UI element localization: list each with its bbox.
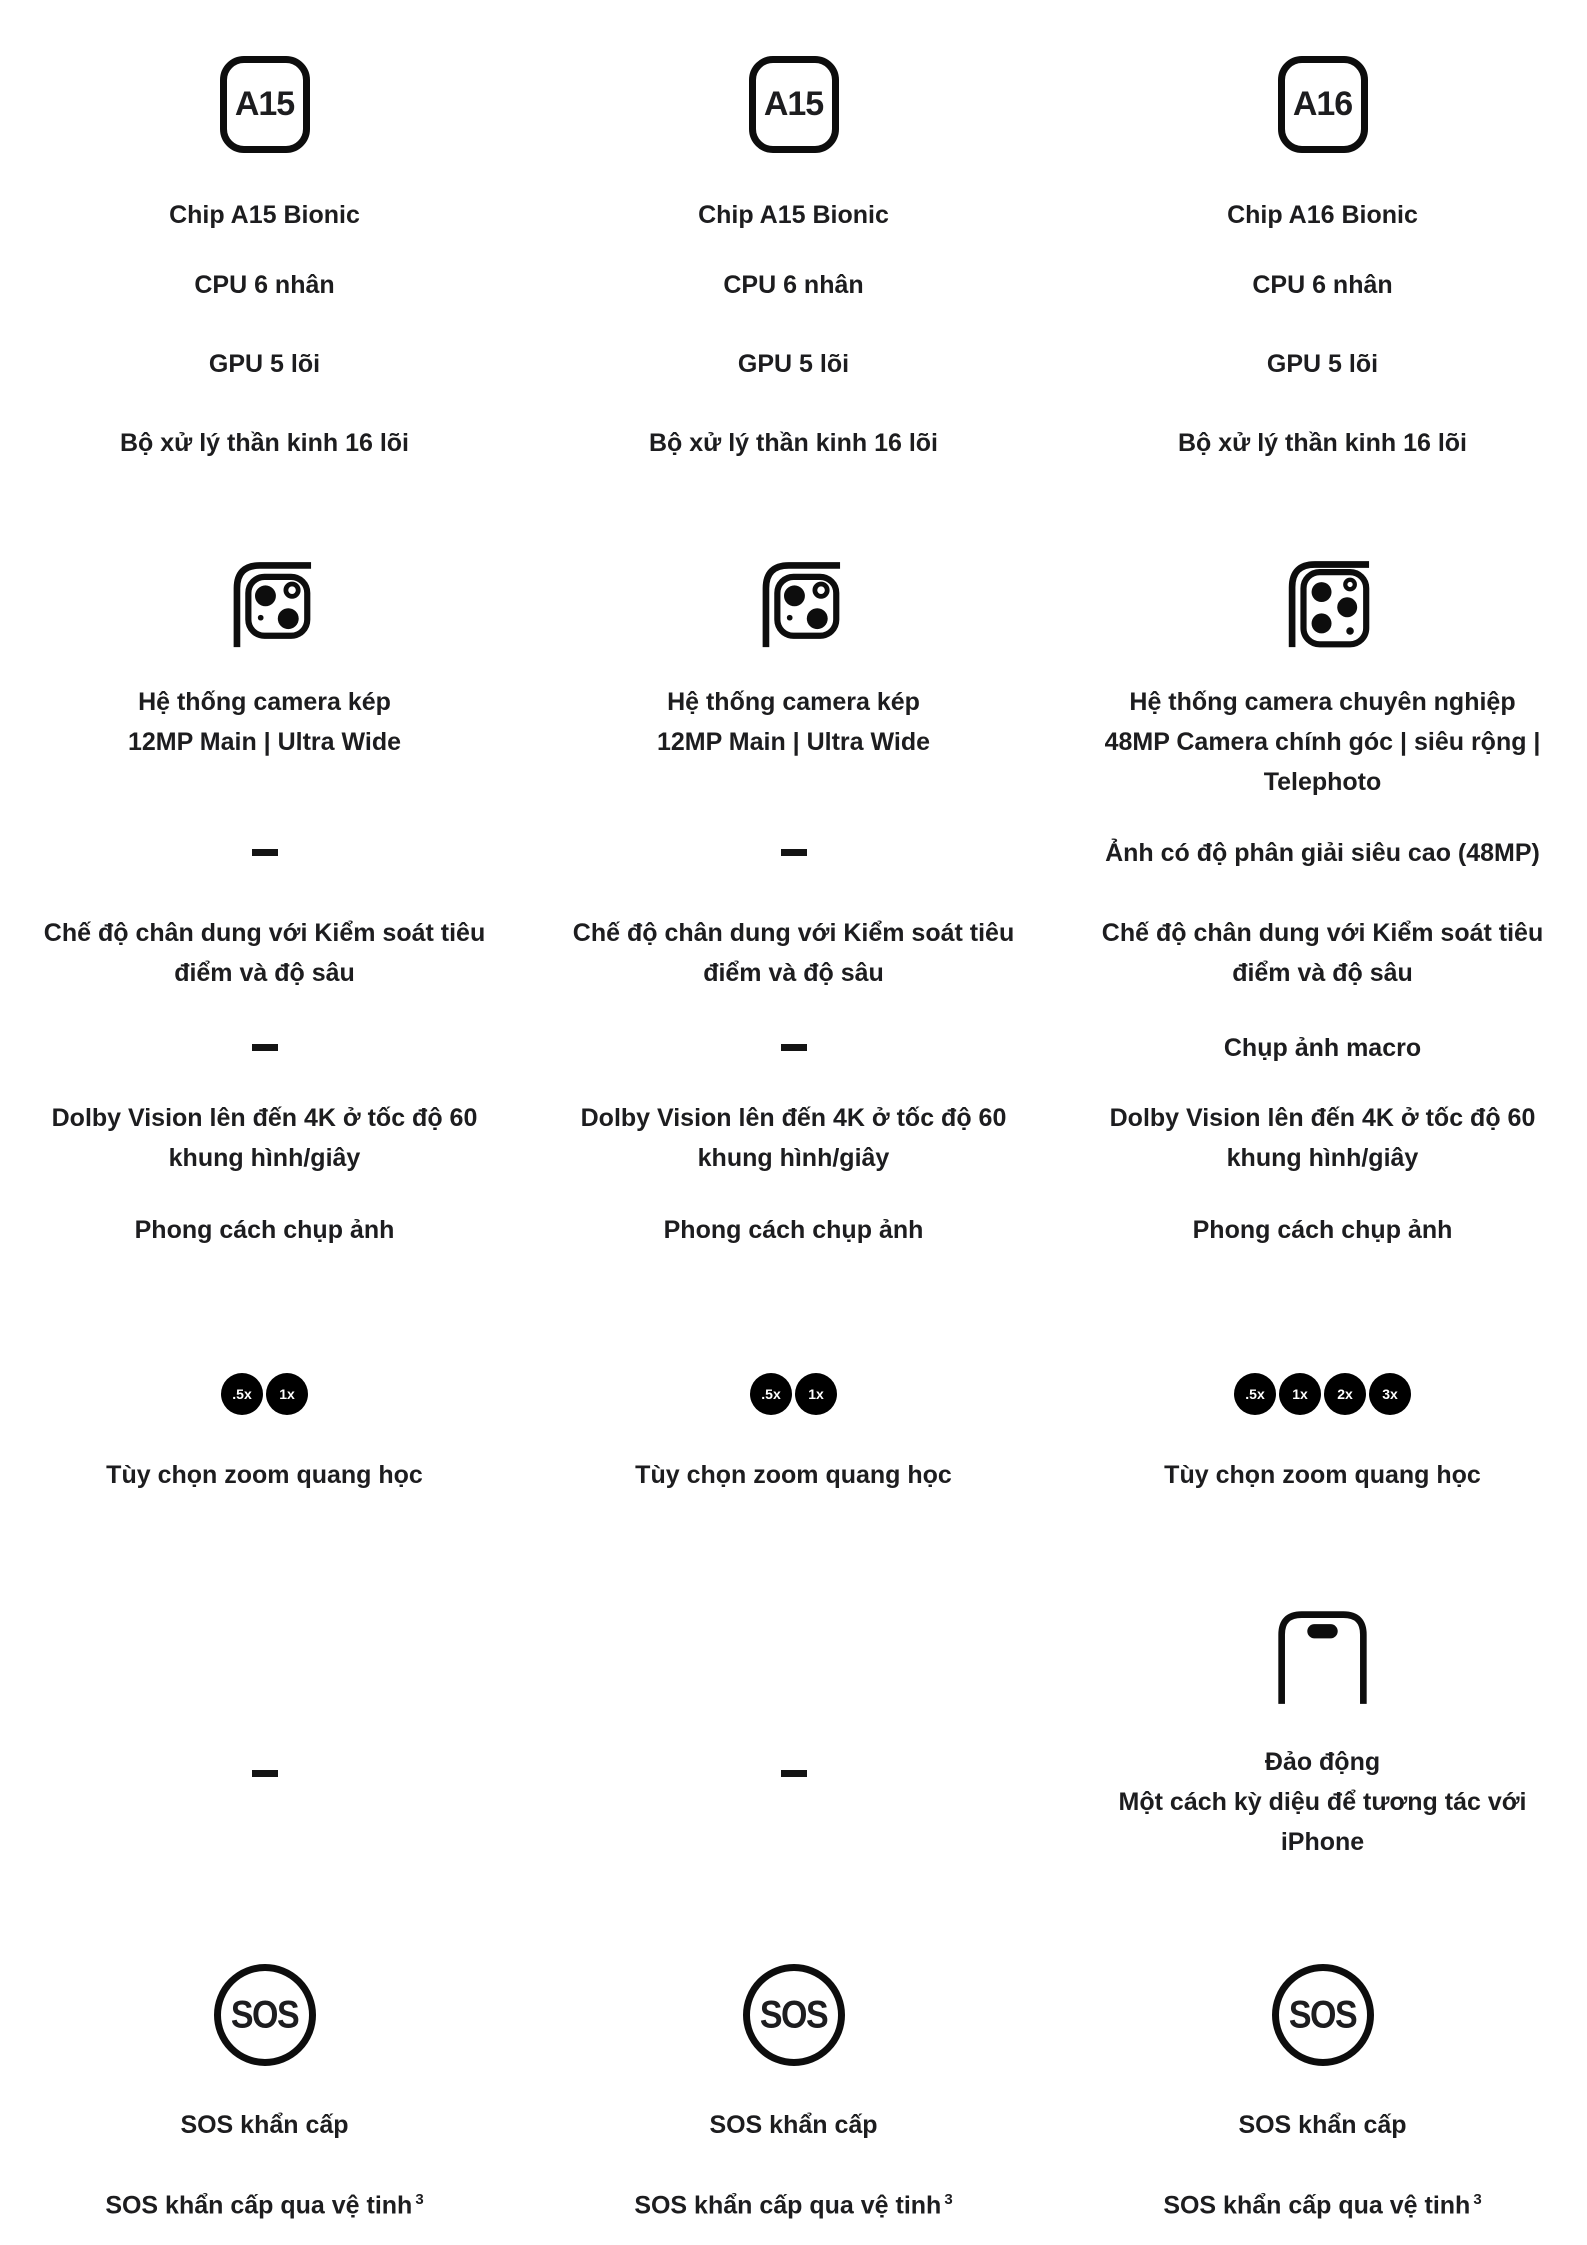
- cpu-spec: CPU 6 nhân: [723, 270, 864, 299]
- chip-icon-row: [0, 0, 1587, 185]
- photographic-styles-row: [0, 1190, 1587, 1270]
- photographic-styles-spec: Phong cách chụp ảnh: [134, 1216, 395, 1244]
- chip-name: Chip A15 Bionic: [169, 201, 360, 229]
- optical-zoom-icon-row: [0, 1270, 1587, 1440]
- macro-spec: Chụp ảnh macro: [1223, 1033, 1422, 1062]
- camera-system-title: Hệ thống camera kép: [138, 688, 391, 716]
- not-available-dash: [781, 1770, 807, 1777]
- portrait-mode-spec: Chế độ chân dung với Kiểm soát tiêu điểm và độ sâu: [1101, 918, 1544, 987]
- dual-camera-icon: [746, 555, 841, 650]
- dynamic-island-desc: Một cách kỳ diệu để tương tác với iPhone: [1118, 1788, 1527, 1856]
- neural-engine-spec: Bộ xử lý thần kinh 16 lõi: [1178, 428, 1467, 457]
- optical-zoom-icon: [1234, 1373, 1411, 1415]
- cpu-row: [0, 245, 1587, 324]
- a15-chip-icon: [220, 56, 310, 153]
- chip-badge-label: A15: [763, 85, 824, 123]
- neural-engine-spec: Bộ xử lý thần kinh 16 lõi: [120, 428, 409, 457]
- chip-badge-label: A16: [1292, 85, 1353, 123]
- gpu-spec: GPU 5 lõi: [737, 349, 850, 378]
- chip-icon-cell: [1058, 0, 1587, 185]
- photographic-styles-spec: Phong cách chụp ảnh: [663, 1216, 924, 1244]
- sos-icon-label: SOS: [759, 1992, 828, 2037]
- zoom-1x-chip: 1x: [1279, 1373, 1321, 1415]
- optical-zoom-icon: [750, 1373, 837, 1415]
- not-available-dash: [781, 849, 807, 856]
- neural-engine-row: [0, 403, 1587, 482]
- a16-chip-icon: [1278, 56, 1368, 153]
- sos-label: SOS khẩn cấp: [1238, 2111, 1407, 2139]
- dolby-vision-spec: Dolby Vision lên đến 4K ở tốc độ 60 khung hình/giây: [51, 1103, 478, 1172]
- not-available-dash: [252, 1770, 278, 1777]
- sos-satellite-label: SOS khẩn cấp qua vệ tinh $^3$: [1163, 2190, 1482, 2220]
- chip-icon-cell: [0, 0, 529, 185]
- footnote-marker: 3: [944, 2190, 953, 2208]
- camera-icon-row: [0, 482, 1587, 665]
- footnote-marker: 3: [415, 2190, 424, 2208]
- camera-system-subtitle: 12MP Main | Ultra Wide: [127, 728, 402, 756]
- chip-name: Chip A15 Bionic: [698, 201, 889, 229]
- camera-system-subtitle: 48MP Camera chính góc | siêu rộng | Telephoto: [1104, 728, 1541, 796]
- sos-icon: [743, 1964, 845, 2066]
- macro-row: [0, 1010, 1587, 1085]
- portrait-mode-row: [0, 895, 1587, 1010]
- chip-name: Chip A16 Bionic: [1227, 201, 1418, 229]
- pro-camera-icon: [1275, 555, 1370, 650]
- chip-name-row: [0, 185, 1587, 245]
- chip-badge-label: A15: [234, 85, 295, 123]
- high-res-photos-row: [0, 810, 1587, 895]
- sos-label-row: [0, 2090, 1587, 2160]
- zoom-1x-chip: 1x: [266, 1373, 308, 1415]
- optical-zoom-label: Tùy chọn zoom quang học: [1164, 1461, 1481, 1489]
- neural-engine-spec: Bộ xử lý thần kinh 16 lõi: [649, 428, 938, 457]
- chip-icon-cell: [529, 0, 1058, 185]
- zoom-0.5x-chip: .5x: [221, 1373, 263, 1415]
- sos-icon: [214, 1964, 316, 2066]
- dynamic-island-title: Đảo động: [1264, 1748, 1381, 1776]
- dual-camera-icon: [217, 555, 312, 650]
- dynamic-island-text-row: [0, 1730, 1587, 1880]
- dynamic-island-icon-row: [0, 1510, 1587, 1730]
- high-res-photos-spec: Ảnh có độ phân giải siêu cao (48MP): [1105, 838, 1540, 867]
- sos-label: SOS khẩn cấp: [709, 2111, 878, 2139]
- optical-zoom-icon: [221, 1373, 308, 1415]
- camera-system-row: [0, 665, 1587, 810]
- gpu-row: [0, 324, 1587, 403]
- not-available-dash: [252, 1044, 278, 1051]
- zoom-0.5x-chip: .5x: [750, 1373, 792, 1415]
- cpu-spec: CPU 6 nhân: [194, 270, 335, 299]
- dolby-vision-spec: Dolby Vision lên đến 4K ở tốc độ 60 khung hình/giây: [580, 1103, 1007, 1172]
- zoom-0.5x-chip: .5x: [1234, 1373, 1276, 1415]
- zoom-3x-chip: 3x: [1369, 1373, 1411, 1415]
- dolby-vision-spec: Dolby Vision lên đến 4K ở tốc độ 60 khung hình/giây: [1109, 1103, 1536, 1172]
- sos-satellite-label: SOS khẩn cấp qua vệ tinh $^3$: [105, 2190, 424, 2220]
- gpu-spec: GPU 5 lõi: [1266, 349, 1379, 378]
- sos-satellite-row: [0, 2160, 1587, 2245]
- photographic-styles-spec: Phong cách chụp ảnh: [1192, 1216, 1453, 1244]
- cpu-spec: CPU 6 nhân: [1252, 270, 1393, 299]
- zoom-2x-chip: 2x: [1324, 1373, 1366, 1415]
- camera-system-title: Hệ thống camera kép: [667, 688, 920, 716]
- sos-icon-label: SOS: [230, 1992, 299, 2037]
- a15-chip-icon: [749, 56, 839, 153]
- footnote-marker: 3: [1473, 2190, 1482, 2208]
- optical-zoom-label: Tùy chọn zoom quang học: [635, 1461, 952, 1489]
- not-available-dash: [252, 849, 278, 856]
- dynamic-island-icon: [1275, 1606, 1370, 1704]
- sos-label: SOS khẩn cấp: [180, 2111, 349, 2139]
- optical-zoom-label: Tùy chọn zoom quang học: [106, 1461, 423, 1489]
- sos-icon-row: [0, 1880, 1587, 2090]
- camera-system-title: Hệ thống camera chuyên nghiệp: [1129, 688, 1516, 716]
- gpu-spec: GPU 5 lõi: [208, 349, 321, 378]
- dolby-vision-row: [0, 1085, 1587, 1190]
- not-available-dash: [781, 1044, 807, 1051]
- optical-zoom-label-row: [0, 1440, 1587, 1510]
- portrait-mode-spec: Chế độ chân dung với Kiểm soát tiêu điểm và độ sâu: [572, 918, 1015, 987]
- camera-system-subtitle: 12MP Main | Ultra Wide: [656, 728, 931, 756]
- sos-icon-label: SOS: [1288, 1992, 1357, 2037]
- portrait-mode-spec: Chế độ chân dung với Kiểm soát tiêu điểm và độ sâu: [43, 918, 486, 987]
- sos-satellite-label: SOS khẩn cấp qua vệ tinh $^3$: [634, 2190, 953, 2220]
- zoom-1x-chip: 1x: [795, 1373, 837, 1415]
- sos-icon: [1272, 1964, 1374, 2066]
